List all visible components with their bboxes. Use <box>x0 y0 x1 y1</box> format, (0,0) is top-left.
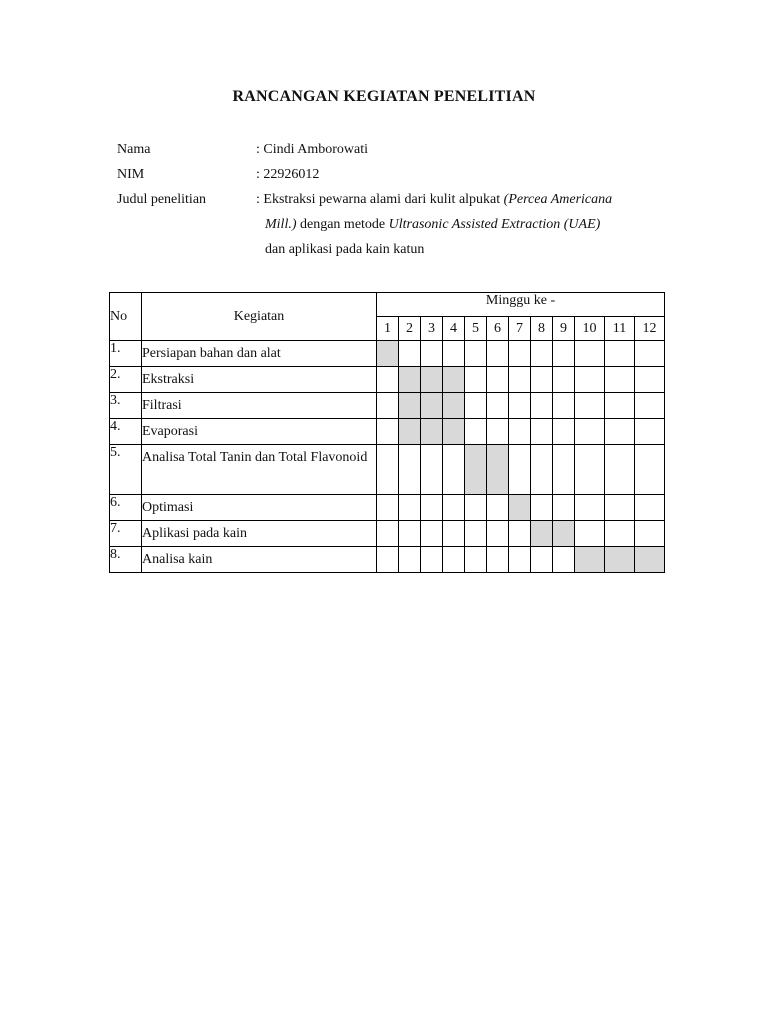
schedule-cell <box>509 367 531 393</box>
schedule-cell <box>399 495 421 521</box>
schedule-cell <box>487 495 509 521</box>
schedule-cell <box>443 341 465 367</box>
schedule-cell <box>465 419 487 445</box>
schedule-cell <box>575 495 605 521</box>
schedule-cell <box>531 393 553 419</box>
schedule-cell <box>553 367 575 393</box>
schedule-cell <box>487 367 509 393</box>
schedule-cell <box>605 445 635 495</box>
schedule-cell <box>465 367 487 393</box>
schedule-cell-active <box>399 393 421 419</box>
schedule-cell <box>509 547 531 573</box>
schedule-cell <box>605 521 635 547</box>
judul-line3: dan aplikasi pada kain katun <box>265 242 425 257</box>
schedule-cell <box>465 341 487 367</box>
schedule-cell <box>487 341 509 367</box>
schedule-cell <box>553 547 575 573</box>
schedule-cell <box>465 521 487 547</box>
table-row <box>110 367 665 393</box>
schedule-cell-active <box>443 367 465 393</box>
schedule-cell <box>443 547 465 573</box>
table-row <box>110 445 665 495</box>
schedule-cell-active <box>635 547 665 573</box>
page-title: RANCANGAN KEGIATAN PENELITIAN <box>232 88 536 105</box>
schedule-cell <box>509 393 531 419</box>
schedule-cell <box>575 393 605 419</box>
schedule-cell <box>487 419 509 445</box>
table-row <box>110 393 665 419</box>
week-header-5: 5 <box>465 317 487 341</box>
schedule-cell <box>399 521 421 547</box>
schedule-cell <box>531 495 553 521</box>
nim-label: NIM <box>117 167 145 182</box>
schedule-cell-active <box>509 495 531 521</box>
row-number: 7. <box>110 521 142 547</box>
schedule-cell <box>421 341 443 367</box>
schedule-cell <box>377 393 399 419</box>
row-number: 2. <box>110 367 142 393</box>
activity-name: Filtrasi <box>142 393 377 419</box>
schedule-cell <box>377 495 399 521</box>
schedule-cell <box>575 521 605 547</box>
judul-line2-italic: Mill.) <box>265 217 297 232</box>
schedule-cell <box>377 419 399 445</box>
schedule-cell <box>553 419 575 445</box>
header-minggu: Minggu ke - <box>377 293 665 317</box>
week-header-7: 7 <box>509 317 531 341</box>
schedule-cell <box>553 393 575 419</box>
schedule-cell <box>531 547 553 573</box>
schedule-cell-active <box>575 547 605 573</box>
schedule-cell <box>605 367 635 393</box>
judul-label: Judul penelitian <box>117 192 207 207</box>
schedule-cell <box>605 419 635 445</box>
schedule-cell <box>465 495 487 521</box>
schedule-cell <box>575 341 605 367</box>
schedule-cell-active <box>377 341 399 367</box>
week-header-11: 11 <box>605 317 635 341</box>
schedule-cell <box>635 419 665 445</box>
table-row <box>110 341 665 367</box>
schedule-cell <box>531 419 553 445</box>
week-header-4: 4 <box>443 317 465 341</box>
schedule-cell <box>377 445 399 495</box>
schedule-cell <box>509 341 531 367</box>
week-header-10: 10 <box>575 317 605 341</box>
schedule-cell <box>487 393 509 419</box>
schedule-cell-active <box>465 445 487 495</box>
schedule-cell <box>443 495 465 521</box>
row-number: 1. <box>110 341 142 367</box>
judul-line1-italic: (Percea Americana <box>503 192 613 207</box>
schedule-cell-active <box>443 393 465 419</box>
week-header-9: 9 <box>553 317 575 341</box>
header-kegiatan: Kegiatan <box>142 293 377 341</box>
row-number: 5. <box>110 445 142 495</box>
schedule-cell <box>465 393 487 419</box>
schedule-cell-active <box>443 419 465 445</box>
schedule-cell <box>605 341 635 367</box>
schedule-cell <box>377 547 399 573</box>
info-row-judul-cont <box>117 216 665 262</box>
row-number: 3. <box>110 393 142 419</box>
schedule-cell <box>635 495 665 521</box>
activity-name: Optimasi <box>142 495 377 521</box>
schedule-cell <box>443 521 465 547</box>
schedule-cell <box>605 495 635 521</box>
week-header-1: 1 <box>377 317 399 341</box>
schedule-table <box>109 292 665 573</box>
schedule-cell-active <box>421 419 443 445</box>
nim-value: : 22926012 <box>256 167 320 182</box>
schedule-cell <box>575 367 605 393</box>
schedule-cell <box>575 445 605 495</box>
week-header-3: 3 <box>421 317 443 341</box>
schedule-cell <box>487 547 509 573</box>
week-header-12: 12 <box>635 317 665 341</box>
schedule-cell <box>509 521 531 547</box>
schedule-cell <box>635 521 665 547</box>
schedule-cell <box>421 495 443 521</box>
schedule-cell <box>421 547 443 573</box>
schedule-cell <box>377 521 399 547</box>
table-row <box>110 419 665 445</box>
header-no: No <box>110 293 142 341</box>
schedule-cell <box>399 341 421 367</box>
schedule-cell-active <box>553 521 575 547</box>
week-header-2: 2 <box>399 317 421 341</box>
judul-line1-plain: : Ekstraksi pewarna alami dari kulit alpukat <box>256 192 504 207</box>
schedule-cell <box>443 445 465 495</box>
schedule-cell-active <box>487 445 509 495</box>
schedule-cell <box>421 521 443 547</box>
schedule-cell <box>531 445 553 495</box>
nama-label: Nama <box>117 142 151 157</box>
judul-line2-italic2: Ultrasonic Assisted Extraction (UAE) <box>388 217 601 232</box>
row-number: 8. <box>110 547 142 573</box>
schedule-cell <box>509 419 531 445</box>
judul-line2 <box>265 212 665 237</box>
table-row <box>110 521 665 547</box>
nama-value: : Cindi Amborowati <box>256 142 368 157</box>
schedule-cell <box>635 393 665 419</box>
schedule-cell <box>575 419 605 445</box>
schedule-cell <box>635 367 665 393</box>
schedule-cell <box>531 367 553 393</box>
info-block <box>117 141 665 262</box>
schedule-cell <box>553 495 575 521</box>
schedule-cell-active <box>421 367 443 393</box>
week-header-6: 6 <box>487 317 509 341</box>
schedule-cell-active <box>399 419 421 445</box>
schedule-cell-active <box>531 521 553 547</box>
schedule-cell <box>635 341 665 367</box>
info-row-nim <box>117 166 665 191</box>
activity-name: Evaporasi <box>142 419 377 445</box>
row-number: 6. <box>110 495 142 521</box>
schedule-cell <box>377 367 399 393</box>
schedule-cell-active <box>421 393 443 419</box>
row-number: 4. <box>110 419 142 445</box>
schedule-cell-active <box>399 367 421 393</box>
schedule-cell <box>531 341 553 367</box>
judul-line2-plain: dengan metode <box>296 217 389 232</box>
activity-name: Persiapan bahan dan alat <box>142 341 377 367</box>
schedule-cell-active <box>605 547 635 573</box>
schedule-cell <box>509 445 531 495</box>
week-header-8: 8 <box>531 317 553 341</box>
schedule-cell <box>553 341 575 367</box>
activity-name: Ekstraksi <box>142 367 377 393</box>
activity-name: Analisa kain <box>142 547 377 573</box>
schedule-cell <box>553 445 575 495</box>
table-row <box>110 547 665 573</box>
schedule-body <box>110 341 665 573</box>
activity-name: Analisa Total Tanin dan Total Flavonoid <box>142 445 377 495</box>
schedule-cell <box>635 445 665 495</box>
schedule-cell <box>399 547 421 573</box>
schedule-cell <box>421 445 443 495</box>
info-row-nama <box>117 141 665 166</box>
activity-name: Aplikasi pada kain <box>142 521 377 547</box>
schedule-cell <box>605 393 635 419</box>
schedule-cell <box>399 445 421 495</box>
schedule-cell <box>465 547 487 573</box>
table-row <box>110 495 665 521</box>
schedule-cell <box>487 521 509 547</box>
judul-value-continuation <box>256 212 665 262</box>
